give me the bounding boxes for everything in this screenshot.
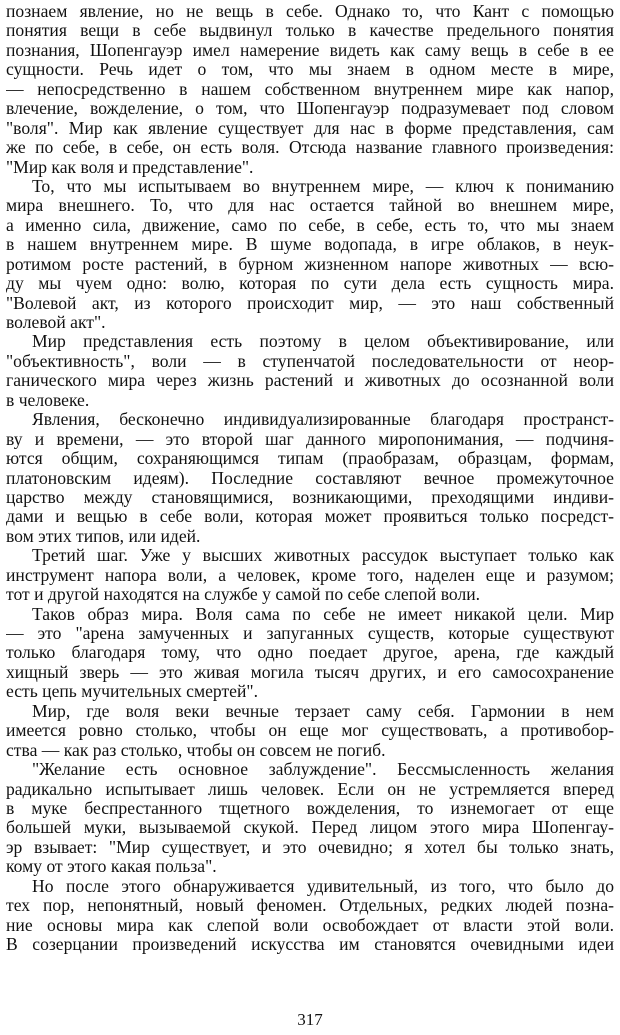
text-line: Таков образ мира. Воля сама по себе не имеет никакой цели. Мир xyxy=(32,604,614,624)
text-line: сущности. Речь идет о том, что мы знаем в одном месте в мире, xyxy=(6,60,614,80)
text-line: "Волевой акт, из которого происходит мир, — это наш собственный xyxy=(6,293,614,313)
text-line: эр взывает: "Мир существует, и это очевидно; я хотел бы только знать, xyxy=(6,837,614,857)
text-line: царство между становящимися, возникающими, преходящими индиви- xyxy=(6,487,614,507)
text-line: в муке беспрестанного тщетного вожделения, то изнемогает от еще xyxy=(6,798,614,818)
text-line: "воля". Мир как явление существует для нас в форме представления, сам xyxy=(6,118,614,138)
text-line: в нашем внутреннем мире. В шуме водопада, в игре облаков, в неук- xyxy=(6,235,614,255)
text-line: — непосредственно в нашем собственном внутреннем мире как напор, xyxy=(6,79,614,99)
text-line: "Желание есть основное заблуждение". Бессмысленность желания xyxy=(32,760,614,780)
page-number: 317 xyxy=(297,1010,323,1029)
text-line: только благодаря тому, что одно поедает другое, арена, где каждый xyxy=(6,643,614,663)
text-line: в человеке. xyxy=(6,390,90,410)
text-line: волевой акт". xyxy=(6,313,106,332)
text-line: радикально испытывает лишь человек. Если он не устремляется вперед xyxy=(6,779,614,799)
text-line: Третий шаг. Уже у высших животных рассудок выступает только как xyxy=(32,546,614,566)
text-line: вом этих типов, или идей. xyxy=(6,526,201,546)
text-line: "Мир как воля и представление". xyxy=(6,157,254,177)
text-line: В созерцании произведений искусства им становятся очевидными идеи xyxy=(6,935,614,954)
text-line: Но после этого обнаруживается удивительный, из того, что было до xyxy=(32,876,614,896)
text-line: понятия вещи в себе выдвинул только в качестве предельного понятия xyxy=(6,21,614,41)
text-line: инструмент напора воли, а человек, кроме того, наделен еще и разумом; xyxy=(6,565,614,585)
text-line: ства — как раз столько, чтобы он совсем не погиб. xyxy=(6,740,386,760)
text-line: имеется ровно столько, чтобы он еще мог существовать, а противобор- xyxy=(6,721,614,741)
text-line: ются общим, сохраняющимся типам (праобразам, образцам, формам, xyxy=(6,449,614,469)
text-line: дами и вещью в себе воли, которая может проявиться только посредст- xyxy=(6,507,614,527)
text-line: кому от этого какая польза". xyxy=(6,857,217,877)
text-line: же по себе, в себе, он есть воля. Отсюда название главного произведения: xyxy=(6,138,614,158)
text-line: мира внешнего. То, что для нас остается тайной во внешнем мире, xyxy=(6,196,614,216)
text-line: тех пор, непонятный, новый феномен. Отдельных, редких людей позна- xyxy=(6,896,614,916)
text-line: "объективность", воли — в ступенчатой последовательности от неор- xyxy=(6,351,614,371)
text-line: есть цепь мучительных смертей". xyxy=(6,682,258,702)
text-line: познаем явление, но не вещь в себе. Однако то, что Кант с помощью xyxy=(6,2,614,21)
text-line: а именно сила, движение, само по себе, в себе, есть то, что мы знаем xyxy=(6,215,614,235)
text-line: ротимом росте растений, в бурном жизненном напоре животных — всю- xyxy=(6,254,614,274)
text-line: влечение, вожделение, о том, что Шопенгауэр подразумевает под словом xyxy=(6,99,614,119)
text-line: — это "арена замученных и запуганных существ, которые существуют xyxy=(6,624,614,643)
text-line: ганического мира через жизнь растений и животных до осознанной воли xyxy=(6,371,614,391)
text-line: большей муки, вызываемой скукой. Перед лицом этого мира Шопенгау- xyxy=(6,818,614,838)
text-line: ние основы мира как слепой воли освобождает от власти этой воли. xyxy=(6,915,614,935)
text-line: ву и времени, — это второй шаг данного миропонимания, — подчиня- xyxy=(6,429,614,449)
text-line: познания, Шопенгауэр имел намерение видеть как саму вещь в себе в ее xyxy=(6,40,614,60)
text-line: хищный зверь — это живая могила тысяч других, и его самосохранение xyxy=(6,662,614,682)
text-line: Явления, бесконечно индивидуализированные благодаря пространст- xyxy=(32,410,614,430)
text-line: ду мы чуем одно: волю, которая по сути дела есть сущность мира. xyxy=(6,274,614,294)
text-line: То, что мы испытываем во внутреннем мире, — ключ к пониманию xyxy=(32,176,614,196)
text-line: платоновским идеям). Последние составляют вечное промежуточное xyxy=(6,468,614,488)
text-line: Мир представления есть поэтому в целом объективирование, или xyxy=(32,332,614,352)
text-line: тот и другой находятся на службе у самой по себе слепой воли. xyxy=(6,585,481,605)
body-text xyxy=(6,2,614,954)
text-line: Мир, где воля веки вечные терзает саму себя. Гармонии в нем xyxy=(32,701,614,721)
